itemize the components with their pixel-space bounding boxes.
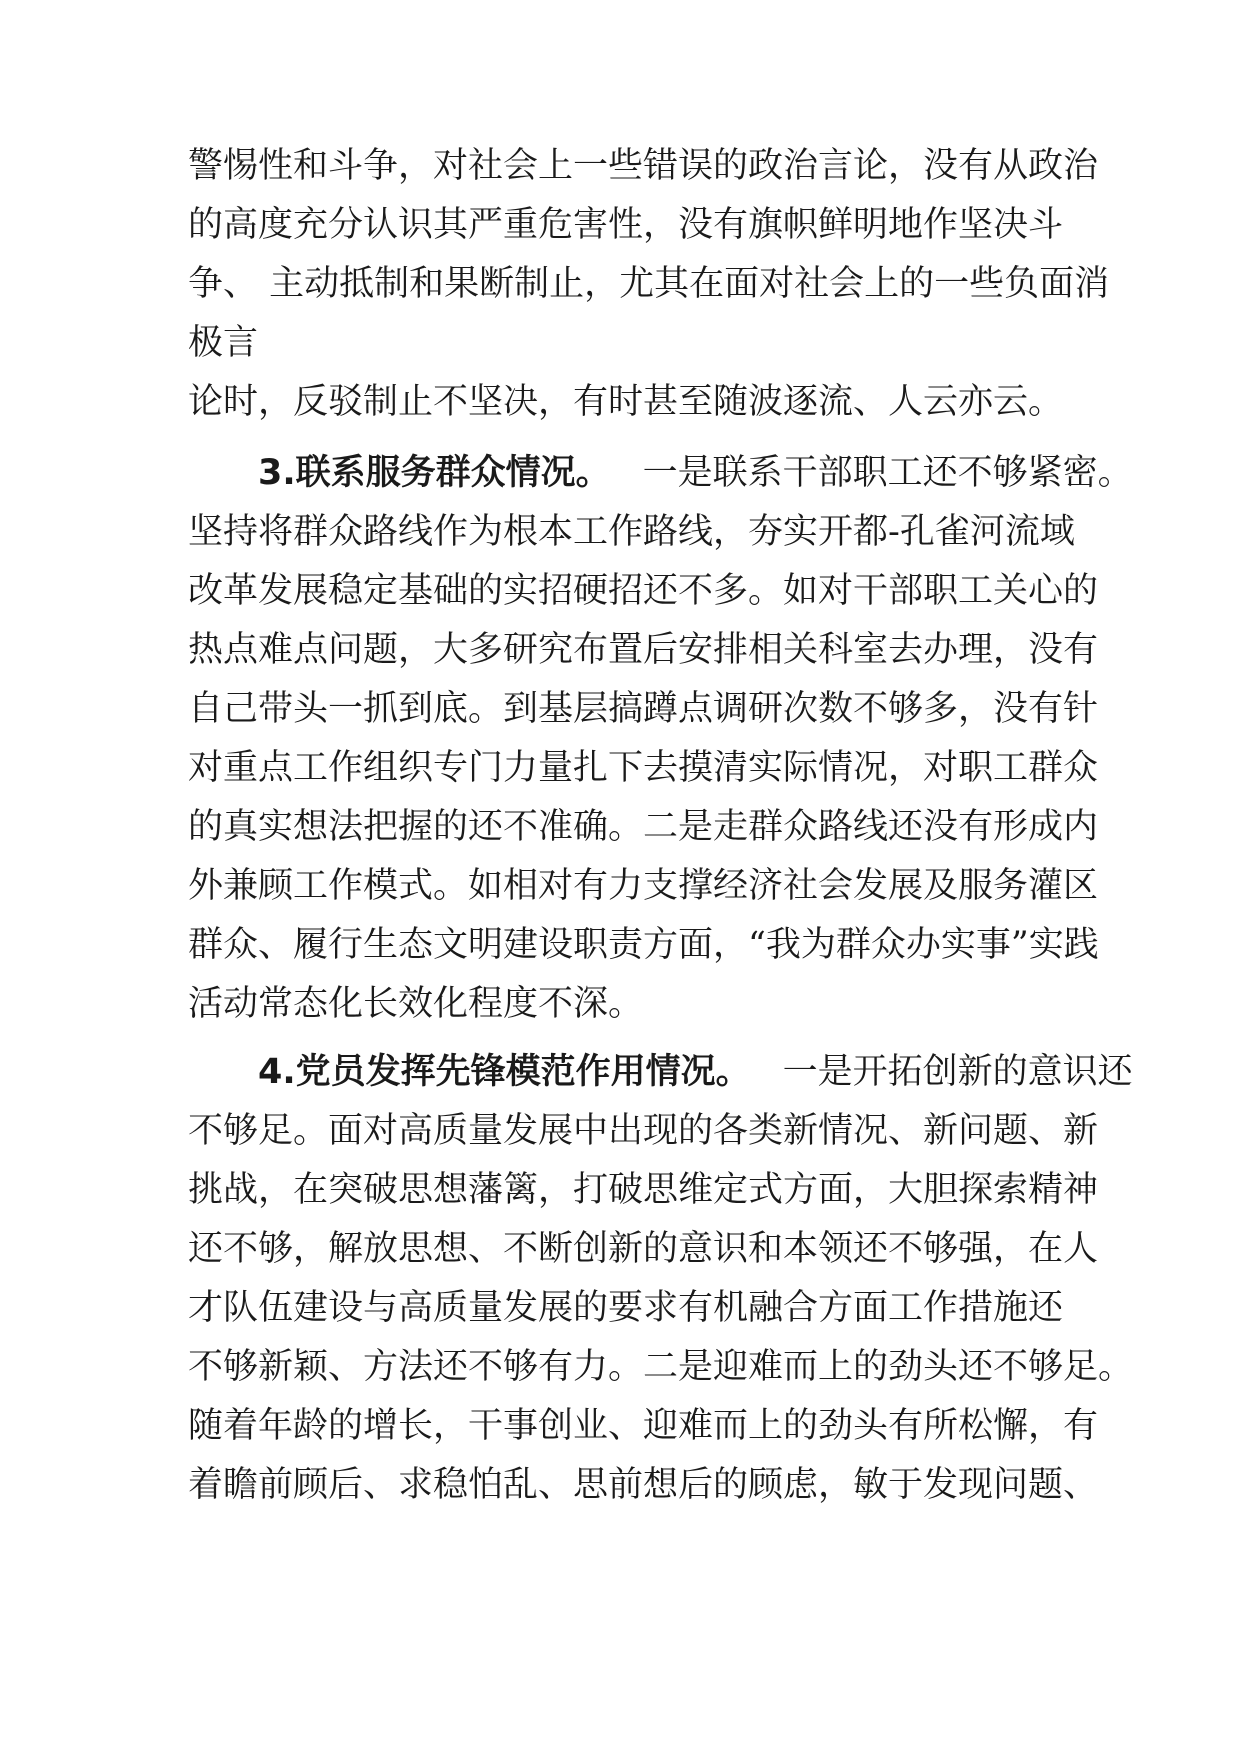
text-line: 活动常态化长效化程度不深。 — [188, 984, 644, 1024]
text-line: 着瞻前顾后、求稳怕乱、思前想后的顾虑，敏于发现问题、 — [188, 1465, 1099, 1505]
section-3-first-line — [258, 445, 1133, 501]
text-line: 自己带头一抓到底。到基层搞蹲点调研次数不够多，没有针 — [188, 689, 1099, 729]
text-line: 不够足。面对高质量发展中出现的各类新情况、新问题、新 — [188, 1111, 1099, 1151]
text-line: 群众、履行生态文明建设职责方面，“我为群众办实事”实践 — [188, 925, 1099, 965]
section-4-first-line-text: 一是开拓创新的意识还 — [782, 1052, 1133, 1092]
text-line: 随着年龄的增长，干事创业、迎难而上的劲头有所松懈，有 — [188, 1406, 1099, 1446]
section-3-heading: 3.联系服务群众情况。 — [258, 453, 611, 493]
text-line: 对重点工作组织专门力量扎下去摸清实际情况，对职工群众 — [188, 748, 1099, 788]
text-line: 还不够，解放思想、不断创新的意识和本领还不够强，在人 — [188, 1229, 1099, 1269]
text-line: 不够新颖、方法还不够有力。二是迎难而上的劲头还不够足。 — [188, 1347, 1134, 1387]
section-4-heading: 4.党员发挥先锋模范作用情况。 — [258, 1052, 751, 1092]
text-line: 坚持将群众路线作为根本工作路线，夯实开都-孔雀河流域 — [188, 512, 1075, 552]
text-line: 争、 主动抵制和果断制止，尤其在面对社会上的一些负面消 — [188, 264, 1110, 304]
text-line: 的真实想法把握的还不准确。二是走群众路线还没有形成内 — [188, 807, 1099, 847]
text-line: 极言 — [188, 323, 259, 363]
text-line: 挑战，在突破思想藩篱，打破思维定式方面，大胆探索精神 — [188, 1170, 1099, 1210]
text-line: 改革发展稳定基础的实招硬招还不多。如对干部职工关心的 — [188, 571, 1099, 611]
text-line: 论时，反驳制止不坚决，有时甚至随波逐流、人云亦云。 — [188, 382, 1064, 422]
section-4-first-line — [258, 1044, 1133, 1100]
text-line: 警惕性和斗争，对社会上一些错误的政治言论，没有从政治 — [188, 146, 1099, 186]
text-line: 才队伍建设与高质量发展的要求有机融合方面工作措施还 — [188, 1288, 1064, 1328]
text-line: 热点难点问题，大多研究布置后安排相关科室去办理，没有 — [188, 630, 1099, 670]
text-line: 的高度充分认识其严重危害性，没有旗帜鲜明地作坚决斗 — [188, 205, 1064, 245]
section-3-first-line-text: 一是联系干部职工还不够紧密。 — [642, 453, 1133, 493]
text-line: 外兼顾工作模式。如相对有力支撑经济社会发展及服务灌区 — [188, 866, 1099, 906]
